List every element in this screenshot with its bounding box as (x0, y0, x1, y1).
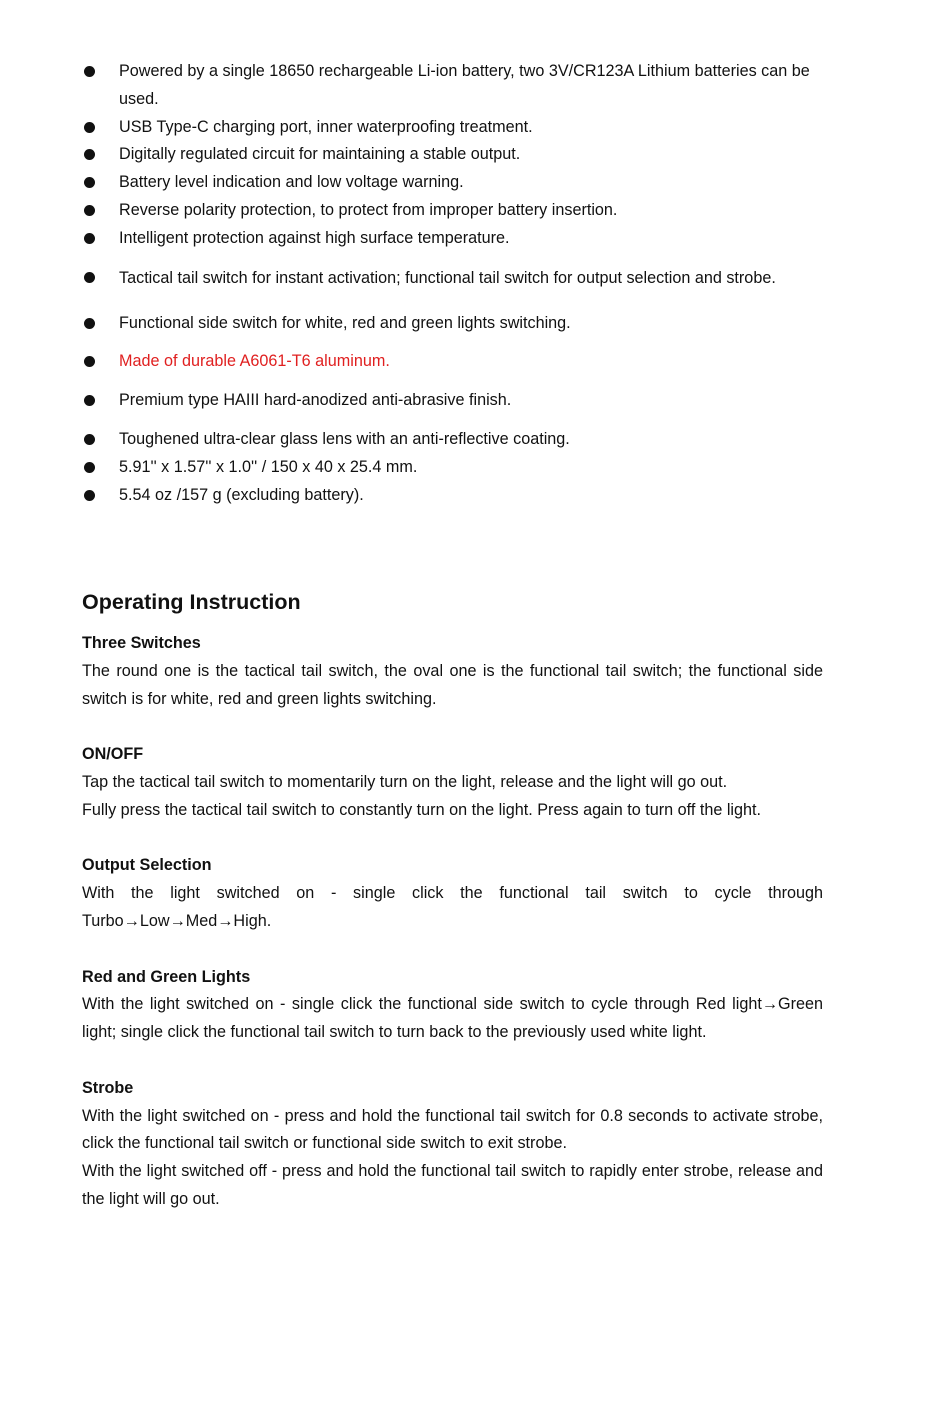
instruction-block-strobe (82, 1075, 823, 1214)
bullet-icon (84, 149, 95, 160)
feature-text: Premium type HAIII hard-anodized anti-abrasive finish. (119, 391, 512, 410)
bullet-icon (84, 177, 95, 188)
list-item (82, 257, 827, 299)
bullet-icon (84, 205, 95, 216)
instruction-block-output-selection (82, 852, 823, 935)
bullet-icon (84, 122, 95, 133)
instruction-block-red-green-lights (82, 964, 823, 1047)
paragraph: With the light switched on - press and hold the functional tail switch for 0.8 seconds to activate strobe, click the functional tail switch or functional side switch to exit strobe. (82, 1106, 823, 1153)
list-item (82, 387, 827, 415)
list-item (82, 114, 827, 142)
subheading: Red and Green Lights (82, 967, 251, 986)
feature-list (82, 58, 827, 509)
list-item (82, 141, 827, 169)
paragraph: With the light switched on - single click the functional tail switch to cycle through Turbo→Low→Med→High. (82, 884, 823, 930)
instruction-block-three-switches (82, 630, 823, 713)
list-item (82, 426, 827, 454)
feature-text: USB Type-C charging port, inner waterproofing treatment. (119, 117, 533, 136)
bullet-icon (84, 395, 95, 406)
bullet-icon (84, 462, 95, 473)
list-item-highlighted (82, 348, 827, 376)
list-item (82, 225, 827, 253)
section-heading: Operating Instruction (82, 590, 301, 614)
subheading: ON/OFF (82, 745, 144, 764)
instructions-body (82, 630, 823, 1242)
bullet-icon (84, 356, 95, 367)
feature-text: Battery level indication and low voltage warning. (119, 173, 464, 192)
feature-text: Made of durable A6061-T6 aluminum. (119, 352, 390, 371)
subheading: Three Switches (82, 634, 201, 652)
list-item (82, 169, 827, 197)
bullet-icon (84, 490, 95, 501)
feature-text: 5.54 oz /157 g (excluding battery). (119, 485, 364, 504)
feature-text: Tactical tail switch for instant activation; functional tail switch for output selection and strobe. (119, 268, 776, 287)
list-item (82, 58, 827, 114)
paragraph: The round one is the tactical tail switch, the oval one is the functional tail switch; the functional side switch is for white, red and green lights switching. (82, 661, 823, 708)
list-item (82, 454, 827, 482)
subheading: Output Selection (82, 856, 212, 875)
bullet-icon (84, 434, 95, 445)
instruction-block-on-off (82, 741, 823, 824)
feature-text: Digitally regulated circuit for maintaining a stable output. (119, 145, 521, 164)
list-item (82, 482, 827, 510)
feature-text: Intelligent protection against high surface temperature. (119, 228, 510, 247)
feature-text: Toughened ultra-clear glass lens with an anti-reflective coating. (119, 429, 570, 448)
bullet-icon (84, 233, 95, 244)
paragraph: Tap the tactical tail switch to momentarily turn on the light, release and the light will go out. (82, 772, 728, 791)
bullet-icon (84, 272, 95, 283)
bullet-icon (84, 66, 95, 77)
feature-text: Reverse polarity protection, to protect from improper battery insertion. (119, 200, 618, 219)
list-item (82, 310, 827, 338)
paragraph: With the light switched on - single click the functional side switch to cycle through Red light→Green light; single click the functional tail switch to turn back to the previously used white light. (82, 995, 823, 1042)
paragraph: With the light switched off - press and hold the functional tail switch to rapidly enter strobe, release and the light will go out. (82, 1162, 823, 1208)
list-item (82, 197, 827, 225)
bullet-icon (84, 318, 95, 329)
feature-text: 5.91'' x 1.57'' x 1.0'' / 150 x 40 x 25.4 mm. (119, 457, 418, 476)
paragraph: Fully press the tactical tail switch to constantly turn on the light. Press again to turn off the light. (82, 800, 762, 819)
feature-text: Powered by a single 18650 rechargeable Li-ion battery, two 3V/CR123A Lithium batteries can be used. (119, 62, 810, 108)
feature-text: Functional side switch for white, red and green lights switching. (119, 313, 571, 332)
subheading: Strobe (82, 1078, 134, 1097)
